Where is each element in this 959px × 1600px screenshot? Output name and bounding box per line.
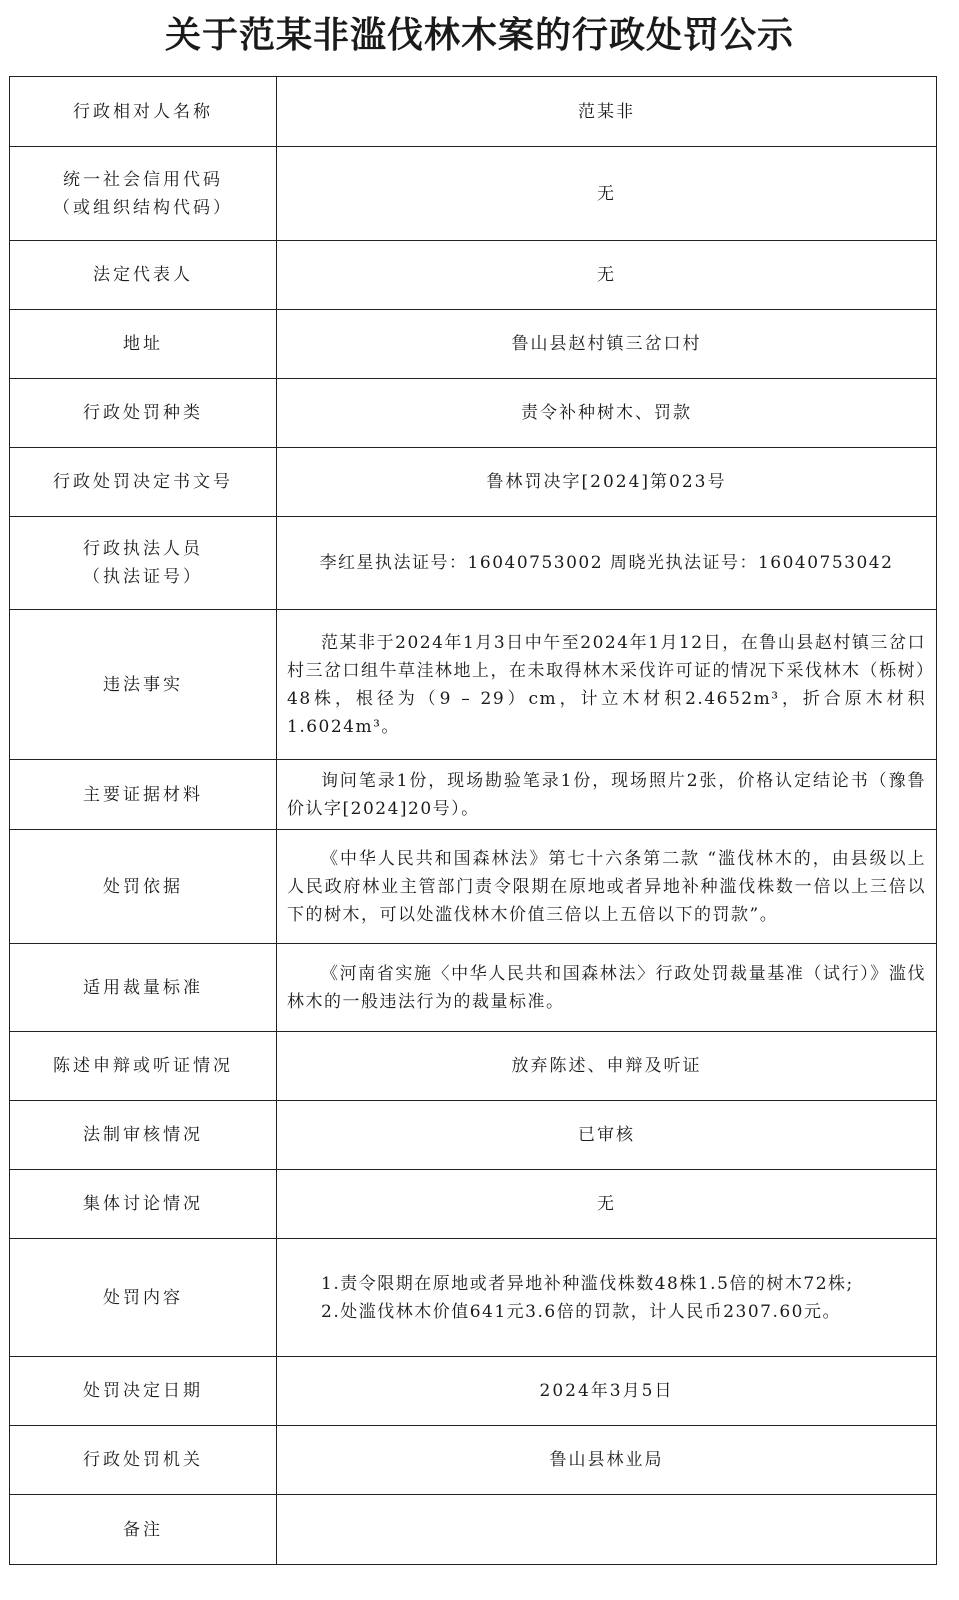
row-value: 责令补种树木、罚款 [277,379,937,448]
table-row [10,1239,937,1357]
row-label: 违法事实 [10,610,277,760]
row-label: 法制审核情况 [10,1101,277,1170]
table-row [10,1426,937,1495]
row-label: 适用裁量标准 [10,944,277,1032]
row-value: 无 [277,1170,937,1239]
label-line: （执法证号） [83,567,203,587]
table-row [10,1170,937,1239]
row-value: 鲁林罚决字[2024]第023号 [277,448,937,517]
table-row [10,830,937,944]
table-row [10,760,937,830]
row-label: 法定代表人 [10,241,277,310]
row-value: 范某非 [277,77,937,147]
label-line: 统一社会信用代码 [63,169,223,190]
label-line: 行政执法人员 [83,539,203,559]
table-row [10,77,937,147]
row-label: 处罚依据 [10,830,277,944]
row-value: 无 [277,241,937,310]
page-title: 关于范某非滥伐林木案的行政处罚公示 [164,15,794,56]
table-row [10,1032,937,1101]
penalty-item: 2.处滥伐林木价值641元3.6倍的罚款，计人民币2307.60元。 [321,1301,842,1322]
row-label: 地址 [10,310,277,379]
table-row [10,517,937,610]
row-value: 鲁山县林业局 [277,1426,937,1495]
table-row [10,310,937,379]
row-label [10,147,277,241]
row-label: 陈述申辩或听证情况 [10,1032,277,1101]
row-value: 2024年3月5日 [277,1357,937,1426]
row-label: 主要证据材料 [10,760,277,830]
row-label: 行政处罚机关 [10,1426,277,1495]
table-row [10,448,937,517]
row-label: 行政相对人名称 [10,77,277,147]
row-value: 询问笔录1份，现场勘验笔录1份，现场照片2张，价格认定结论书（豫鲁价认字[2024]20号）。 [277,760,937,830]
row-value: 《中华人民共和国森林法》第七十六条第二款 “滥伐林木的，由县级以上人民政府林业主管部门责令限期在原地或者异地补种滥伐株数一倍以上三倍以下的树木，可以处滥伐林木价值三倍以上五倍以下的罚款”。 [277,830,937,944]
row-label [10,517,277,610]
row-label: 集体讨论情况 [10,1170,277,1239]
table-row [10,1101,937,1170]
row-label: 备注 [10,1495,277,1565]
row-value: 鲁山县赵村镇三岔口村 [277,310,937,379]
row-value: 无 [277,147,937,241]
penalty-table [9,76,937,1565]
row-label: 处罚决定日期 [10,1357,277,1426]
table-row [10,147,937,241]
table-row [10,379,937,448]
row-value [277,1239,937,1357]
table-row [10,944,937,1032]
penalty-item: 1.责令限期在原地或者异地补种滥伐株数48株1.5倍的树木72株; [321,1273,854,1294]
table-row [10,1357,937,1426]
table-row [10,241,937,310]
row-value: 放弃陈述、申辩及听证 [277,1032,937,1101]
row-label: 处罚内容 [10,1239,277,1357]
row-value: 李红星执法证号：16040753002 周晓光执法证号：16040753042 [277,517,937,610]
row-label: 行政处罚决定书文号 [10,448,277,517]
row-label: 行政处罚种类 [10,379,277,448]
row-value: 《河南省实施〈中华人民共和国森林法〉行政处罚裁量基准（试行）》滥伐林木的一般违法行为的裁量标准。 [277,944,937,1032]
table-row [10,1495,937,1565]
table-row [10,610,937,760]
row-value: 范某非于2024年1月3日中午至2024年1月12日，在鲁山县赵村镇三岔口村三岔口组牛草洼林地上，在未取得林木采伐许可证的情况下采伐林木（栎树）48株，根径为（9 – 29）cm，计立木材积2.4652m³，折合原木材积1.6024m³。 [277,610,937,760]
row-value [277,1495,937,1565]
label-line: （或组织结构代码） [53,197,233,218]
row-value: 已审核 [277,1101,937,1170]
